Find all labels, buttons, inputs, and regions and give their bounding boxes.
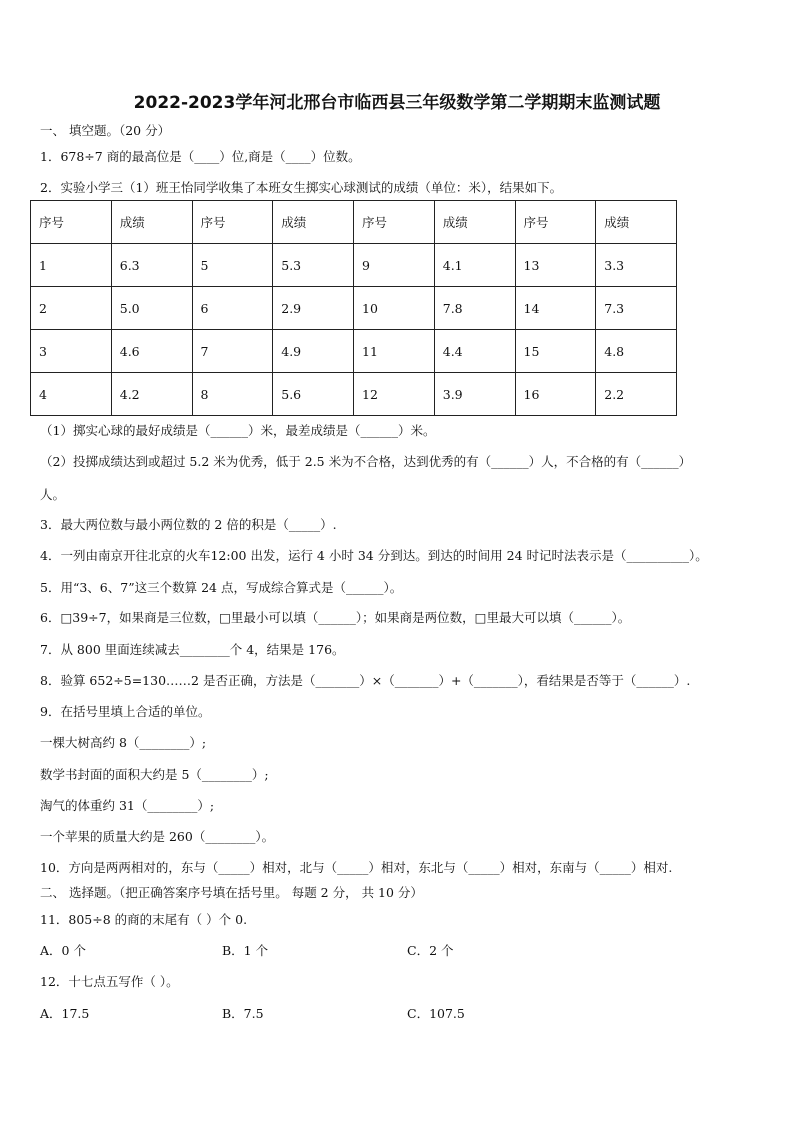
table-header-cell: 序号 <box>31 201 112 244</box>
table-cell: 7.3 <box>596 287 677 330</box>
table-header-cell: 成绩 <box>434 201 515 244</box>
question-2-part-1: （1）掷实心球的最好成绩是（______）米，最差成绩是（______）米。 <box>40 423 436 438</box>
question-11-option-c: C．2 个 <box>407 943 454 958</box>
table-header-cell: 成绩 <box>111 201 192 244</box>
question-2-part-2-cont: 人。 <box>40 487 66 502</box>
question-11: 11．805÷8 的商的末尾有（ ）个 0. <box>40 912 248 927</box>
table-cell: 12 <box>354 373 435 416</box>
table-cell: 4.8 <box>596 330 677 373</box>
table-cell: 3.3 <box>596 244 677 287</box>
question-9-item: 一个苹果的质量大约是 260（________）。 <box>40 829 275 844</box>
question-5: 5．用“3、6、7”这三个数算 24 点，写成综合算式是（______）。 <box>40 580 403 595</box>
question-12-option-a: A．17.5 <box>40 1006 90 1021</box>
question-9-item: 淘气的体重约 31（________）; <box>40 798 215 813</box>
table-cell: 16 <box>515 373 596 416</box>
table-header-cell: 序号 <box>354 201 435 244</box>
table-cell: 6 <box>192 287 273 330</box>
table-cell: 10 <box>354 287 435 330</box>
score-table <box>30 200 677 416</box>
table-cell: 9 <box>354 244 435 287</box>
question-4: 4．一列由南京开往北京的火车12:00 出发，运行 4 小时 34 分到达。到达的时间用 24 时记时法表示是（__________）。 <box>40 548 708 563</box>
table-cell: 4.2 <box>111 373 192 416</box>
table-cell: 2.2 <box>596 373 677 416</box>
table-cell: 4 <box>31 373 112 416</box>
table-header-row <box>31 201 677 244</box>
table-cell: 4.4 <box>434 330 515 373</box>
table-cell: 5.0 <box>111 287 192 330</box>
page-title: 2022-2023学年河北邢台市临西县三年级数学第二学期期末监测试题 <box>133 93 661 113</box>
table-row <box>31 373 677 416</box>
table-cell: 3 <box>31 330 112 373</box>
table-cell: 4.1 <box>434 244 515 287</box>
table-cell: 4.9 <box>273 330 354 373</box>
question-12-option-b: B．7.5 <box>222 1006 264 1021</box>
table-cell: 8 <box>192 373 273 416</box>
table-row <box>31 244 677 287</box>
question-8: 8．验算 652÷5=130……2 是否正确，方法是（_______）×（_______）+（_______），看结果是否等于（______）. <box>40 673 691 688</box>
table-cell: 7 <box>192 330 273 373</box>
table-cell: 5.3 <box>273 244 354 287</box>
table-row <box>31 330 677 373</box>
question-12-option-c: C．107.5 <box>407 1006 465 1021</box>
table-cell: 4.6 <box>111 330 192 373</box>
question-1: 1．678÷7 商的最高位是（____）位,商是（____）位数。 <box>40 149 361 164</box>
question-11-option-b: B．1 个 <box>222 943 269 958</box>
table-header-cell: 序号 <box>515 201 596 244</box>
question-9-item: 数学书封面的面积大约是 5（________）; <box>40 767 269 782</box>
table-cell: 6.3 <box>111 244 192 287</box>
section-heading-fill-blank: 一、 填空题。（20 分） <box>40 123 171 138</box>
table-cell: 3.9 <box>434 373 515 416</box>
table-cell: 14 <box>515 287 596 330</box>
table-header-cell: 成绩 <box>273 201 354 244</box>
table-cell: 1 <box>31 244 112 287</box>
table-cell: 2 <box>31 287 112 330</box>
table-cell: 15 <box>515 330 596 373</box>
question-6: 6．□39÷7，如果商是三位数，□里最小可以填（______）；如果商是两位数，□里最大可以填（______）。 <box>40 610 631 625</box>
question-2: 2．实验小学三（1）班王怡同学收集了本班女生掷实心球测试的成绩（单位：米），结果如下。 <box>40 180 563 195</box>
question-3: 3．最大两位数与最小两位数的 2 倍的积是（_____）. <box>40 517 337 532</box>
table-cell: 5 <box>192 244 273 287</box>
section-heading-choice: 二、 选择题。（把正确答案序号填在括号里。 每题 2 分， 共 10 分） <box>40 885 423 900</box>
table-header-cell: 成绩 <box>596 201 677 244</box>
question-11-option-a: A．0 个 <box>40 943 86 958</box>
table-cell: 11 <box>354 330 435 373</box>
question-2-part-2: （2）投掷成绩达到或超过 5.2 米为优秀，低于 2.5 米为不合格，达到优秀的有（______）人，不合格的有（______） <box>40 454 692 469</box>
question-7: 7．从 800 里面连续减去________个 4，结果是 176。 <box>40 642 345 657</box>
question-9-item: 一棵大树高约 8（________）; <box>40 735 207 750</box>
table-cell: 13 <box>515 244 596 287</box>
table-row <box>31 287 677 330</box>
table-cell: 2.9 <box>273 287 354 330</box>
table-cell: 5.6 <box>273 373 354 416</box>
question-10: 10．方向是两两相对的，东与（_____）相对，北与（_____）相对，东北与（_____）相对，东南与（_____）相对. <box>40 860 673 875</box>
table-cell: 7.8 <box>434 287 515 330</box>
question-9: 9．在括号里填上合适的单位。 <box>40 704 211 719</box>
table-header-cell: 序号 <box>192 201 273 244</box>
question-12: 12．十七点五写作（ ）。 <box>40 974 179 989</box>
